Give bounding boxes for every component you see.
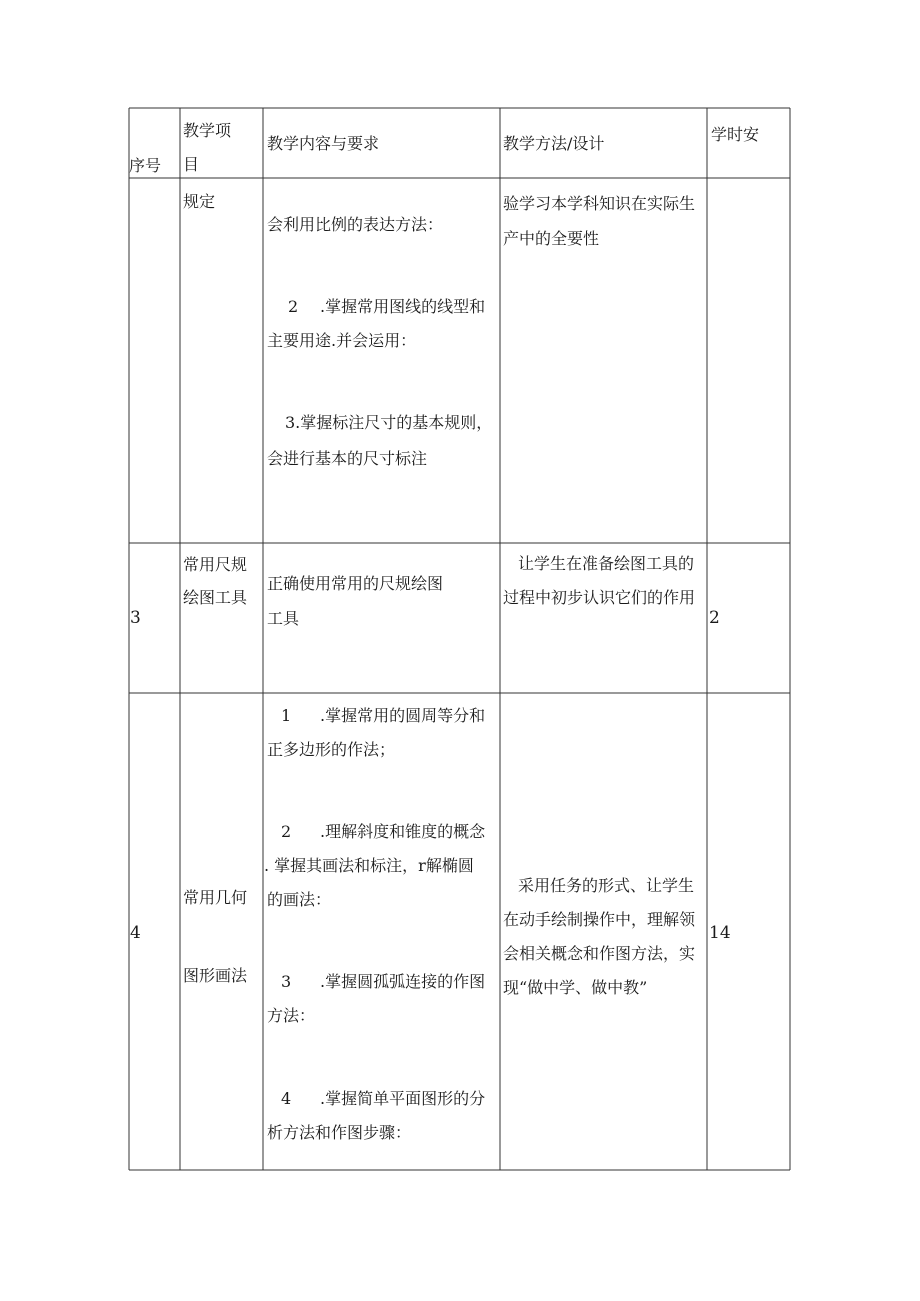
row4-content-line: . 掌握其画法和标注，r解椭圆 — [264, 856, 474, 875]
row4-content-number: 3 — [281, 972, 292, 991]
row4-content-line: .掌握简单平面图形的分 — [320, 1089, 486, 1108]
row3-item-line: 常用尺规 — [183, 555, 248, 574]
row3-seq: 3 — [130, 608, 141, 628]
row3-content-line: 正确使用常用的尺规绘图 — [267, 574, 444, 593]
row1-content-line: 主要用途.并会运用： — [267, 331, 417, 350]
row1-content-line: .掌握常用图线的线型和 — [320, 297, 486, 316]
row4-item-line: 常用几何 — [183, 888, 248, 907]
row3-content-line: 工具 — [267, 609, 300, 628]
header-method: 教学方法/设计 — [503, 134, 605, 153]
row3-method-line: 过程中初步认识它们的作用 — [503, 588, 696, 607]
row3-item-line: 绘图工具 — [183, 588, 248, 607]
row4-hours: 14 — [709, 923, 731, 943]
row1-method-line: 产中的全要性 — [503, 229, 600, 248]
row4-item-line: 图形画法 — [183, 966, 248, 985]
row4-content-number: 2 — [281, 822, 292, 841]
row1-method-line: 验学习本学科知识在实际生 — [503, 194, 696, 213]
row4-content-line: .掌握圆孤弧连接的作图 — [320, 972, 486, 991]
row4-method-line: 现“做中学、做中教” — [503, 978, 648, 997]
row1-content-line: 会利用比例的表达方法： — [267, 215, 444, 234]
row1-content-number: 2 — [288, 297, 299, 316]
row4-content-line: .理解斜度和锥度的概念 — [320, 822, 486, 841]
row1-content-line: 3.掌握标注尺寸的基本规则， — [285, 413, 493, 432]
row4-content-number: 4 — [281, 1089, 292, 1108]
row4-seq: 4 — [130, 923, 141, 943]
row3-method-line: 让学生在准备绘图工具的 — [518, 554, 695, 573]
header-hours: 学时安 — [711, 125, 760, 144]
row4-method-line: 采用任务的形式、让学生 — [518, 876, 695, 895]
row4-content-line: 析方法和作图步骤： — [267, 1123, 412, 1142]
row4-content-line: 的画法： — [267, 890, 332, 909]
row4-content-number: 1 — [281, 706, 292, 725]
row3-hours: 2 — [709, 608, 720, 628]
row1-content-line: 会进行基本的尺寸标注 — [267, 449, 428, 468]
row4-content-line: .掌握常用的圆周等分和 — [320, 706, 486, 725]
header-content: 教学内容与要求 — [267, 134, 380, 153]
row4-content-line: 方法： — [267, 1006, 316, 1025]
row4-method-line: 在动手绘制操作中，理解领 — [503, 910, 696, 929]
row4-method-line: 会相关概念和作图方法，实 — [503, 944, 696, 963]
header-item-line2: 目 — [183, 155, 200, 174]
header-seq: 序号 — [129, 156, 162, 175]
row1-item: 规定 — [183, 192, 216, 211]
row4-content-line: 正多边形的作法； — [267, 740, 396, 759]
header-item-line1: 教学项 — [183, 121, 232, 140]
